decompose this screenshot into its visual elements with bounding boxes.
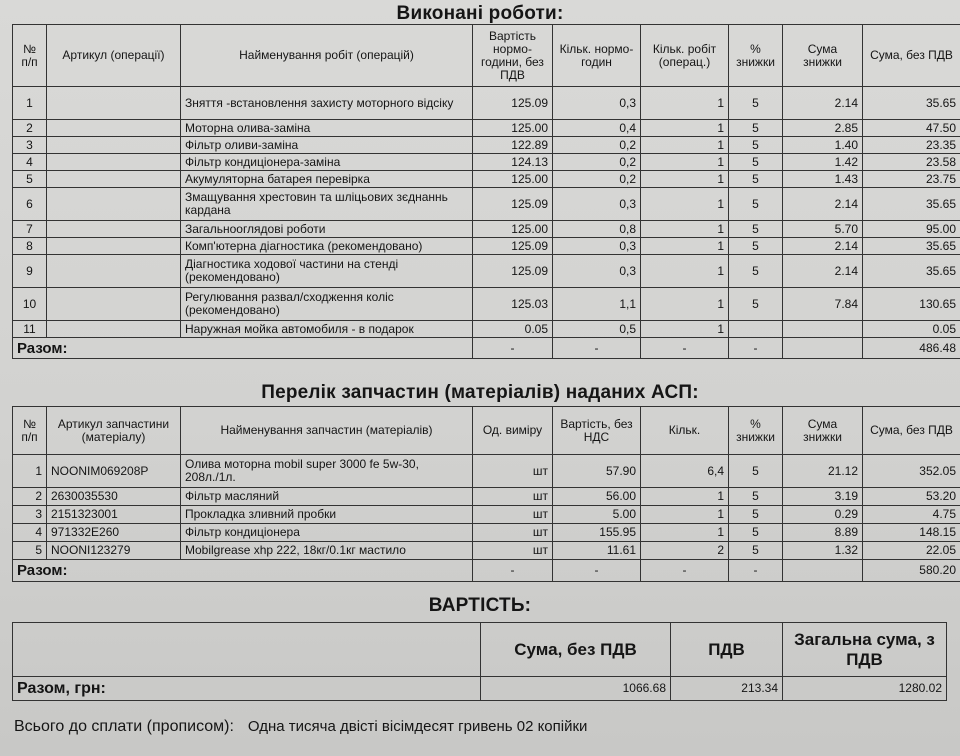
table-cell: 2.14 [783, 87, 863, 120]
parts-header-cell: % знижки [729, 407, 783, 455]
table-cell [47, 137, 181, 154]
works-total-cell [783, 338, 863, 359]
table-cell: 2.14 [783, 238, 863, 255]
table-cell: 0.05 [473, 321, 553, 338]
table-cell: 1 [641, 488, 729, 506]
table-cell: 95.00 [863, 221, 960, 238]
table-cell: 35.65 [863, 255, 960, 288]
cost-header-cell: Загальна сума, з ПДВ [783, 623, 947, 677]
table-cell: 5 [729, 488, 783, 506]
table-cell [47, 188, 181, 221]
table-cell: 1 [641, 137, 729, 154]
table-cell: 7 [13, 221, 47, 238]
table-cell: 5 [729, 255, 783, 288]
table-cell: Фільтр оливи-заміна [181, 137, 473, 154]
table-cell: 1 [641, 524, 729, 542]
table-cell [47, 288, 181, 321]
parts-total-label: Разом: [13, 560, 473, 582]
parts-total-cell: - [729, 560, 783, 582]
table-cell: 4 [13, 524, 47, 542]
amount-in-words [14, 718, 587, 736]
table-cell: Моторна олива-заміна [181, 120, 473, 137]
table-cell: шт [473, 542, 553, 560]
table-cell: 5 [729, 524, 783, 542]
parts-header-cell: Сума, без ПДВ [863, 407, 960, 455]
table-cell: 22.05 [863, 542, 960, 560]
table-row [13, 221, 960, 238]
table-cell: 125.09 [473, 255, 553, 288]
table-cell: 0.29 [783, 506, 863, 524]
parts-total-amount: 580.20 [863, 560, 960, 582]
table-row [13, 137, 960, 154]
cost-header-cell: ПДВ [671, 623, 783, 677]
table-cell: 1 [641, 506, 729, 524]
table-cell: 5 [729, 154, 783, 171]
table-cell: 0,2 [553, 137, 641, 154]
table-cell: 21.12 [783, 455, 863, 488]
table-cell: 2151323001 [47, 506, 181, 524]
table-cell: 1 [13, 455, 47, 488]
table-cell: 0,3 [553, 255, 641, 288]
works-header-cell: Вартість нормо-години, без ПДВ [473, 25, 553, 87]
cost-header-blank [13, 623, 481, 677]
table-cell: 125.00 [473, 221, 553, 238]
table-cell: 5 [729, 171, 783, 188]
table-cell: 8 [13, 238, 47, 255]
table-cell: Діагностика ходової частини на стенді (рекомендовано) [181, 255, 473, 288]
table-cell: Регулювання развал/сходження коліс (рекомендовано) [181, 288, 473, 321]
table-cell: 1 [641, 255, 729, 288]
table-cell: 125.09 [473, 238, 553, 255]
works-title: Виконані роботи: [396, 3, 564, 24]
table-cell: 3.19 [783, 488, 863, 506]
table-cell: Mobilgrease xhp 222, 18кг/0.1кг мастило [181, 542, 473, 560]
table-cell: шт [473, 506, 553, 524]
table-cell: 2 [13, 120, 47, 137]
table-cell: 148.15 [863, 524, 960, 542]
table-cell: шт [473, 455, 553, 488]
parts-total-cell: - [473, 560, 553, 582]
table-cell: 2630035530 [47, 488, 181, 506]
table-cell: 5 [729, 87, 783, 120]
table-cell: 0,3 [553, 188, 641, 221]
table-cell [47, 87, 181, 120]
parts-header-cell: Сума знижки [783, 407, 863, 455]
table-cell: Фільтр кондиціонера-заміна [181, 154, 473, 171]
table-row [13, 506, 960, 524]
table-cell: 2 [641, 542, 729, 560]
cost-header-row [13, 623, 947, 677]
table-cell: 7.84 [783, 288, 863, 321]
table-cell: 0,4 [553, 120, 641, 137]
table-cell: Зняття -встановлення захисту моторного відсіку [181, 87, 473, 120]
table-cell: 5.70 [783, 221, 863, 238]
table-cell: 6 [13, 188, 47, 221]
table-cell: 47.50 [863, 120, 960, 137]
table-cell [729, 321, 783, 338]
table-cell: 0,2 [553, 154, 641, 171]
table-row [13, 455, 960, 488]
table-row [13, 120, 960, 137]
table-cell: 0.05 [863, 321, 960, 338]
parts-total-cell: - [553, 560, 641, 582]
table-cell: 56.00 [553, 488, 641, 506]
table-row [13, 255, 960, 288]
table-row [13, 87, 960, 120]
table-cell: Фільтр масляний [181, 488, 473, 506]
table-cell: 122.89 [473, 137, 553, 154]
works-header-cell: Кільк. нормо-годин [553, 25, 641, 87]
table-cell: Олива моторна mobil super 3000 fe 5w-30, 208л./1л. [181, 455, 473, 488]
parts-header-cell: Артикул запчастини (матеріалу) [47, 407, 181, 455]
works-total-cell: - [641, 338, 729, 359]
table-row [13, 154, 960, 171]
table-cell: 971332E260 [47, 524, 181, 542]
table-cell: 124.13 [473, 154, 553, 171]
table-cell: 5 [729, 221, 783, 238]
parts-header-cell: Кільк. [641, 407, 729, 455]
table-cell: 35.65 [863, 188, 960, 221]
table-cell: 4.75 [863, 506, 960, 524]
works-header-cell: Артикул (операції) [47, 25, 181, 87]
table-cell: 8.89 [783, 524, 863, 542]
table-cell: шт [473, 524, 553, 542]
table-cell: 1,1 [553, 288, 641, 321]
table-row [13, 542, 960, 560]
table-cell: NOONI123279 [47, 542, 181, 560]
table-cell: 2.14 [783, 188, 863, 221]
cost-header-cell: Сума, без ПДВ [481, 623, 671, 677]
table-cell [47, 221, 181, 238]
amount-in-words-label: Всього до сплати (прописом): [14, 718, 234, 735]
table-cell: 1.43 [783, 171, 863, 188]
parts-header-cell: № п/п [13, 407, 47, 455]
table-cell: 5 [729, 506, 783, 524]
table-cell: 35.65 [863, 87, 960, 120]
table-cell: Наружная мойка автомобиля - в подарок [181, 321, 473, 338]
works-header-cell: Найменування робіт (операцій) [181, 25, 473, 87]
cost-total-row [13, 677, 947, 701]
parts-header-cell: Найменування запчастин (матеріалів) [181, 407, 473, 455]
cost-value-net: 1066.68 [481, 677, 671, 701]
table-cell: 1.40 [783, 137, 863, 154]
works-total-cell: - [729, 338, 783, 359]
table-cell: 1 [641, 288, 729, 321]
table-cell: 5 [729, 137, 783, 154]
table-cell: 10 [13, 288, 47, 321]
works-header-cell: № п/п [13, 25, 47, 87]
table-cell [47, 238, 181, 255]
table-cell: Прокладка зливний пробки [181, 506, 473, 524]
parts-total-cell [783, 560, 863, 582]
table-cell: Змащування хрестовин та шліцьових зєднаннь кардана [181, 188, 473, 221]
table-row [13, 288, 960, 321]
parts-total-cell: - [641, 560, 729, 582]
cost-table [12, 622, 947, 701]
table-cell: 5 [729, 455, 783, 488]
table-cell [47, 154, 181, 171]
works-table [12, 24, 960, 359]
works-header-row [13, 25, 960, 87]
table-cell: 11 [13, 321, 47, 338]
amount-in-words-value: Одна тисяча двісті вісімдесят гривень 02 копійки [247, 718, 588, 735]
parts-title: Перелік запчастин (матеріалів) наданих АСП: [261, 382, 699, 403]
table-cell: 5 [729, 188, 783, 221]
table-cell: 0,3 [553, 87, 641, 120]
table-cell: 57.90 [553, 455, 641, 488]
table-cell: 1.32 [783, 542, 863, 560]
table-cell: NOONIM069208P [47, 455, 181, 488]
table-row [13, 188, 960, 221]
table-cell: 0,5 [553, 321, 641, 338]
works-total-label: Разом: [13, 338, 473, 359]
table-cell: 2.14 [783, 255, 863, 288]
table-cell: 1 [641, 171, 729, 188]
table-cell: 3 [13, 506, 47, 524]
table-cell: 125.00 [473, 171, 553, 188]
table-cell: 2.85 [783, 120, 863, 137]
works-header-cell: Кільк. робіт (операц.) [641, 25, 729, 87]
parts-total-row [13, 560, 960, 582]
table-cell: шт [473, 488, 553, 506]
parts-table [12, 406, 960, 582]
table-cell: 9 [13, 255, 47, 288]
works-total-cell: - [553, 338, 641, 359]
table-cell: Акумуляторна батарея перевірка [181, 171, 473, 188]
table-cell: 5 [13, 542, 47, 560]
table-cell: 155.95 [553, 524, 641, 542]
table-cell: Фільтр кондиціонера [181, 524, 473, 542]
table-cell: 3 [13, 137, 47, 154]
table-cell: Комп'ютерна діагностика (рекомендовано) [181, 238, 473, 255]
table-cell: 0,8 [553, 221, 641, 238]
table-row [13, 171, 960, 188]
table-cell: 352.05 [863, 455, 960, 488]
table-row [13, 488, 960, 506]
works-header-cell: Сума, без ПДВ [863, 25, 960, 87]
parts-header-cell: Вартість, без НДС [553, 407, 641, 455]
table-cell: Загальнооглядові роботи [181, 221, 473, 238]
works-header-cell: % знижки [729, 25, 783, 87]
parts-header-cell: Од. виміру [473, 407, 553, 455]
table-cell: 6,4 [641, 455, 729, 488]
works-total-amount: 486.48 [863, 338, 960, 359]
parts-header-row [13, 407, 960, 455]
table-cell: 5 [729, 238, 783, 255]
table-cell [47, 120, 181, 137]
table-cell: 1.42 [783, 154, 863, 171]
table-cell [47, 171, 181, 188]
table-cell: 1 [13, 87, 47, 120]
table-cell: 1 [641, 120, 729, 137]
table-cell: 23.58 [863, 154, 960, 171]
works-total-cell: - [473, 338, 553, 359]
table-cell: 35.65 [863, 238, 960, 255]
table-cell: 125.03 [473, 288, 553, 321]
table-cell: 1 [641, 154, 729, 171]
table-cell: 11.61 [553, 542, 641, 560]
table-cell: 5 [13, 171, 47, 188]
table-cell: 5 [729, 542, 783, 560]
table-cell: 1 [641, 87, 729, 120]
table-cell: 1 [641, 188, 729, 221]
table-cell: 4 [13, 154, 47, 171]
table-cell: 5 [729, 288, 783, 321]
cost-title: ВАРТІСТЬ: [428, 595, 532, 616]
table-cell: 125.00 [473, 120, 553, 137]
works-header-cell: Сума знижки [783, 25, 863, 87]
table-row [13, 238, 960, 255]
table-cell: 125.09 [473, 188, 553, 221]
table-row [13, 321, 960, 338]
cost-value-vat: 213.34 [671, 677, 783, 701]
table-row [13, 524, 960, 542]
table-cell: 53.20 [863, 488, 960, 506]
table-cell [783, 321, 863, 338]
table-cell: 1 [641, 321, 729, 338]
table-cell: 0,2 [553, 171, 641, 188]
works-total-row [13, 338, 960, 359]
table-cell: 5 [729, 120, 783, 137]
table-cell: 125.09 [473, 87, 553, 120]
table-cell [47, 255, 181, 288]
cost-total-label: Разом, грн: [13, 677, 481, 701]
cost-value-gross: 1280.02 [783, 677, 947, 701]
table-cell: 2 [13, 488, 47, 506]
table-cell: 5.00 [553, 506, 641, 524]
table-cell: 130.65 [863, 288, 960, 321]
table-cell: 23.75 [863, 171, 960, 188]
table-cell: 1 [641, 238, 729, 255]
table-cell: 23.35 [863, 137, 960, 154]
table-cell [47, 321, 181, 338]
table-cell: 1 [641, 221, 729, 238]
table-cell: 0,3 [553, 238, 641, 255]
